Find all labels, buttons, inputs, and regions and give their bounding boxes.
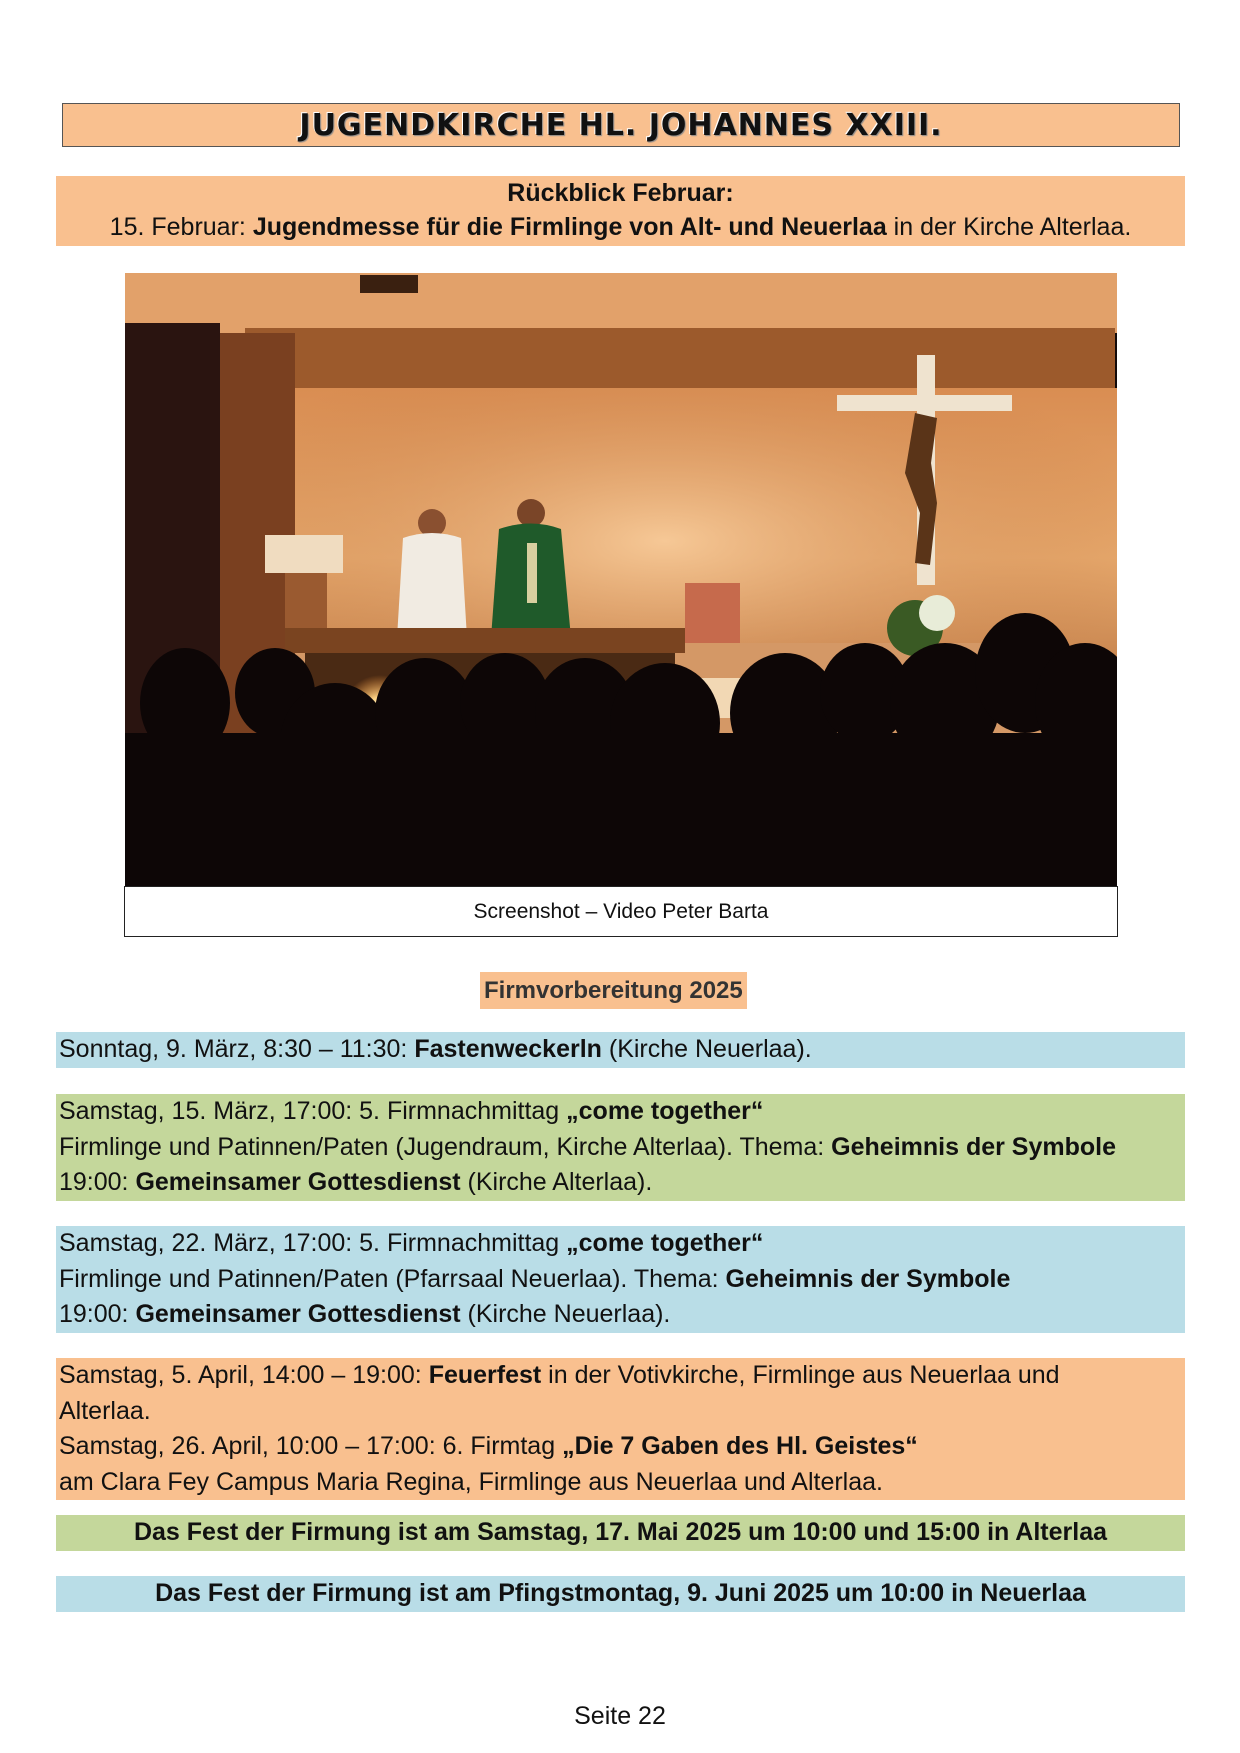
event-line bbox=[59, 1165, 1182, 1201]
event-text: Firmlinge und Patinnen/Paten (Pfarrsaal Neuerlaa). Thema: bbox=[59, 1264, 726, 1293]
event-title: „come together“ bbox=[566, 1097, 764, 1125]
event-title: Fastenweckerln bbox=[414, 1035, 602, 1063]
event-text: 19:00: bbox=[59, 1300, 136, 1328]
photo-caption: Screenshot – Video Peter Barta bbox=[124, 886, 1118, 937]
review-event: Jugendmesse für die Firmlinge von Alt- und Neuerlaa bbox=[252, 213, 887, 241]
fest-alterlaa: Das Fest der Firmung ist am Samstag, 17. Mai 2025 um 10:00 und 15:00 in Alterlaa bbox=[56, 1515, 1185, 1551]
event-line bbox=[59, 1429, 1182, 1465]
fest-neuerlaa: Das Fest der Firmung ist am Pfingstmontag, 9. Juni 2025 um 10:00 in Neuerlaa bbox=[56, 1576, 1185, 1612]
event-text: in der Votivkirche, Firmlinge aus Neuerlaa und bbox=[541, 1361, 1060, 1389]
event-text: 19:00: bbox=[59, 1168, 136, 1196]
event-text: Sonntag, 9. März, 8:30 – 11:30: bbox=[59, 1035, 415, 1063]
event-text: (Kirche Alterlaa). bbox=[460, 1168, 653, 1196]
review-heading: Rückblick Februar: bbox=[507, 179, 734, 207]
event-block-fastenweckerln bbox=[56, 1032, 1185, 1068]
event-block-neuerlaa bbox=[56, 1226, 1185, 1333]
event-line bbox=[59, 1297, 1182, 1333]
event-title: Feuerfest bbox=[428, 1361, 542, 1389]
event-line bbox=[59, 1358, 1182, 1394]
review-line bbox=[56, 210, 1185, 244]
event-line bbox=[59, 1262, 1182, 1298]
church-mass-photo bbox=[125, 273, 1117, 887]
event-line bbox=[59, 1130, 1182, 1166]
event-title: Gemeinsamer Gottesdienst bbox=[135, 1168, 461, 1196]
page-number: Seite 22 bbox=[574, 1702, 666, 1730]
event-text: Firmlinge und Patinnen/Paten (Jugendraum, Kirche Alterlaa). Thema: bbox=[59, 1132, 832, 1161]
review-date: 15. Februar: bbox=[109, 213, 253, 241]
section-title: Firmvorbereitung 2025 bbox=[480, 972, 747, 1009]
event-line bbox=[59, 1226, 1182, 1262]
event-title: „Die 7 Gaben des Hl. Geistes“ bbox=[562, 1432, 918, 1460]
event-text: (Kirche Neuerlaa). bbox=[601, 1035, 812, 1063]
event-title: Gemeinsamer Gottesdienst bbox=[135, 1300, 461, 1328]
event-line bbox=[59, 1032, 1182, 1068]
event-text: Samstag, 15. März, 17:00: 5. Firmnachmittag bbox=[59, 1097, 567, 1125]
page-title: JUGENDKIRCHE HL. JOHANNES XXIII. bbox=[62, 103, 1180, 147]
event-text: Samstag, 26. April, 10:00 – 17:00: 6. Firmtag bbox=[59, 1432, 563, 1460]
review-box bbox=[56, 176, 1185, 246]
event-line: Alterlaa. bbox=[59, 1396, 151, 1425]
event-theme: Geheimnis der Symbole bbox=[831, 1132, 1116, 1161]
event-theme: Geheimnis der Symbole bbox=[725, 1264, 1011, 1293]
event-text: Samstag, 5. April, 14:00 – 19:00: bbox=[59, 1361, 429, 1389]
event-line: am Clara Fey Campus Maria Regina, Firmlinge aus Neuerlaa und Alterlaa. bbox=[59, 1467, 883, 1496]
event-text: Samstag, 22. März, 17:00: 5. Firmnachmittag bbox=[59, 1229, 567, 1257]
event-block-alterlaa bbox=[56, 1094, 1185, 1201]
event-block-april bbox=[56, 1358, 1185, 1500]
event-line bbox=[59, 1094, 1182, 1130]
event-text: (Kirche Neuerlaa). bbox=[460, 1300, 671, 1328]
event-title: „come together“ bbox=[566, 1229, 764, 1257]
review-location: in der Kirche Alterlaa. bbox=[886, 213, 1132, 241]
